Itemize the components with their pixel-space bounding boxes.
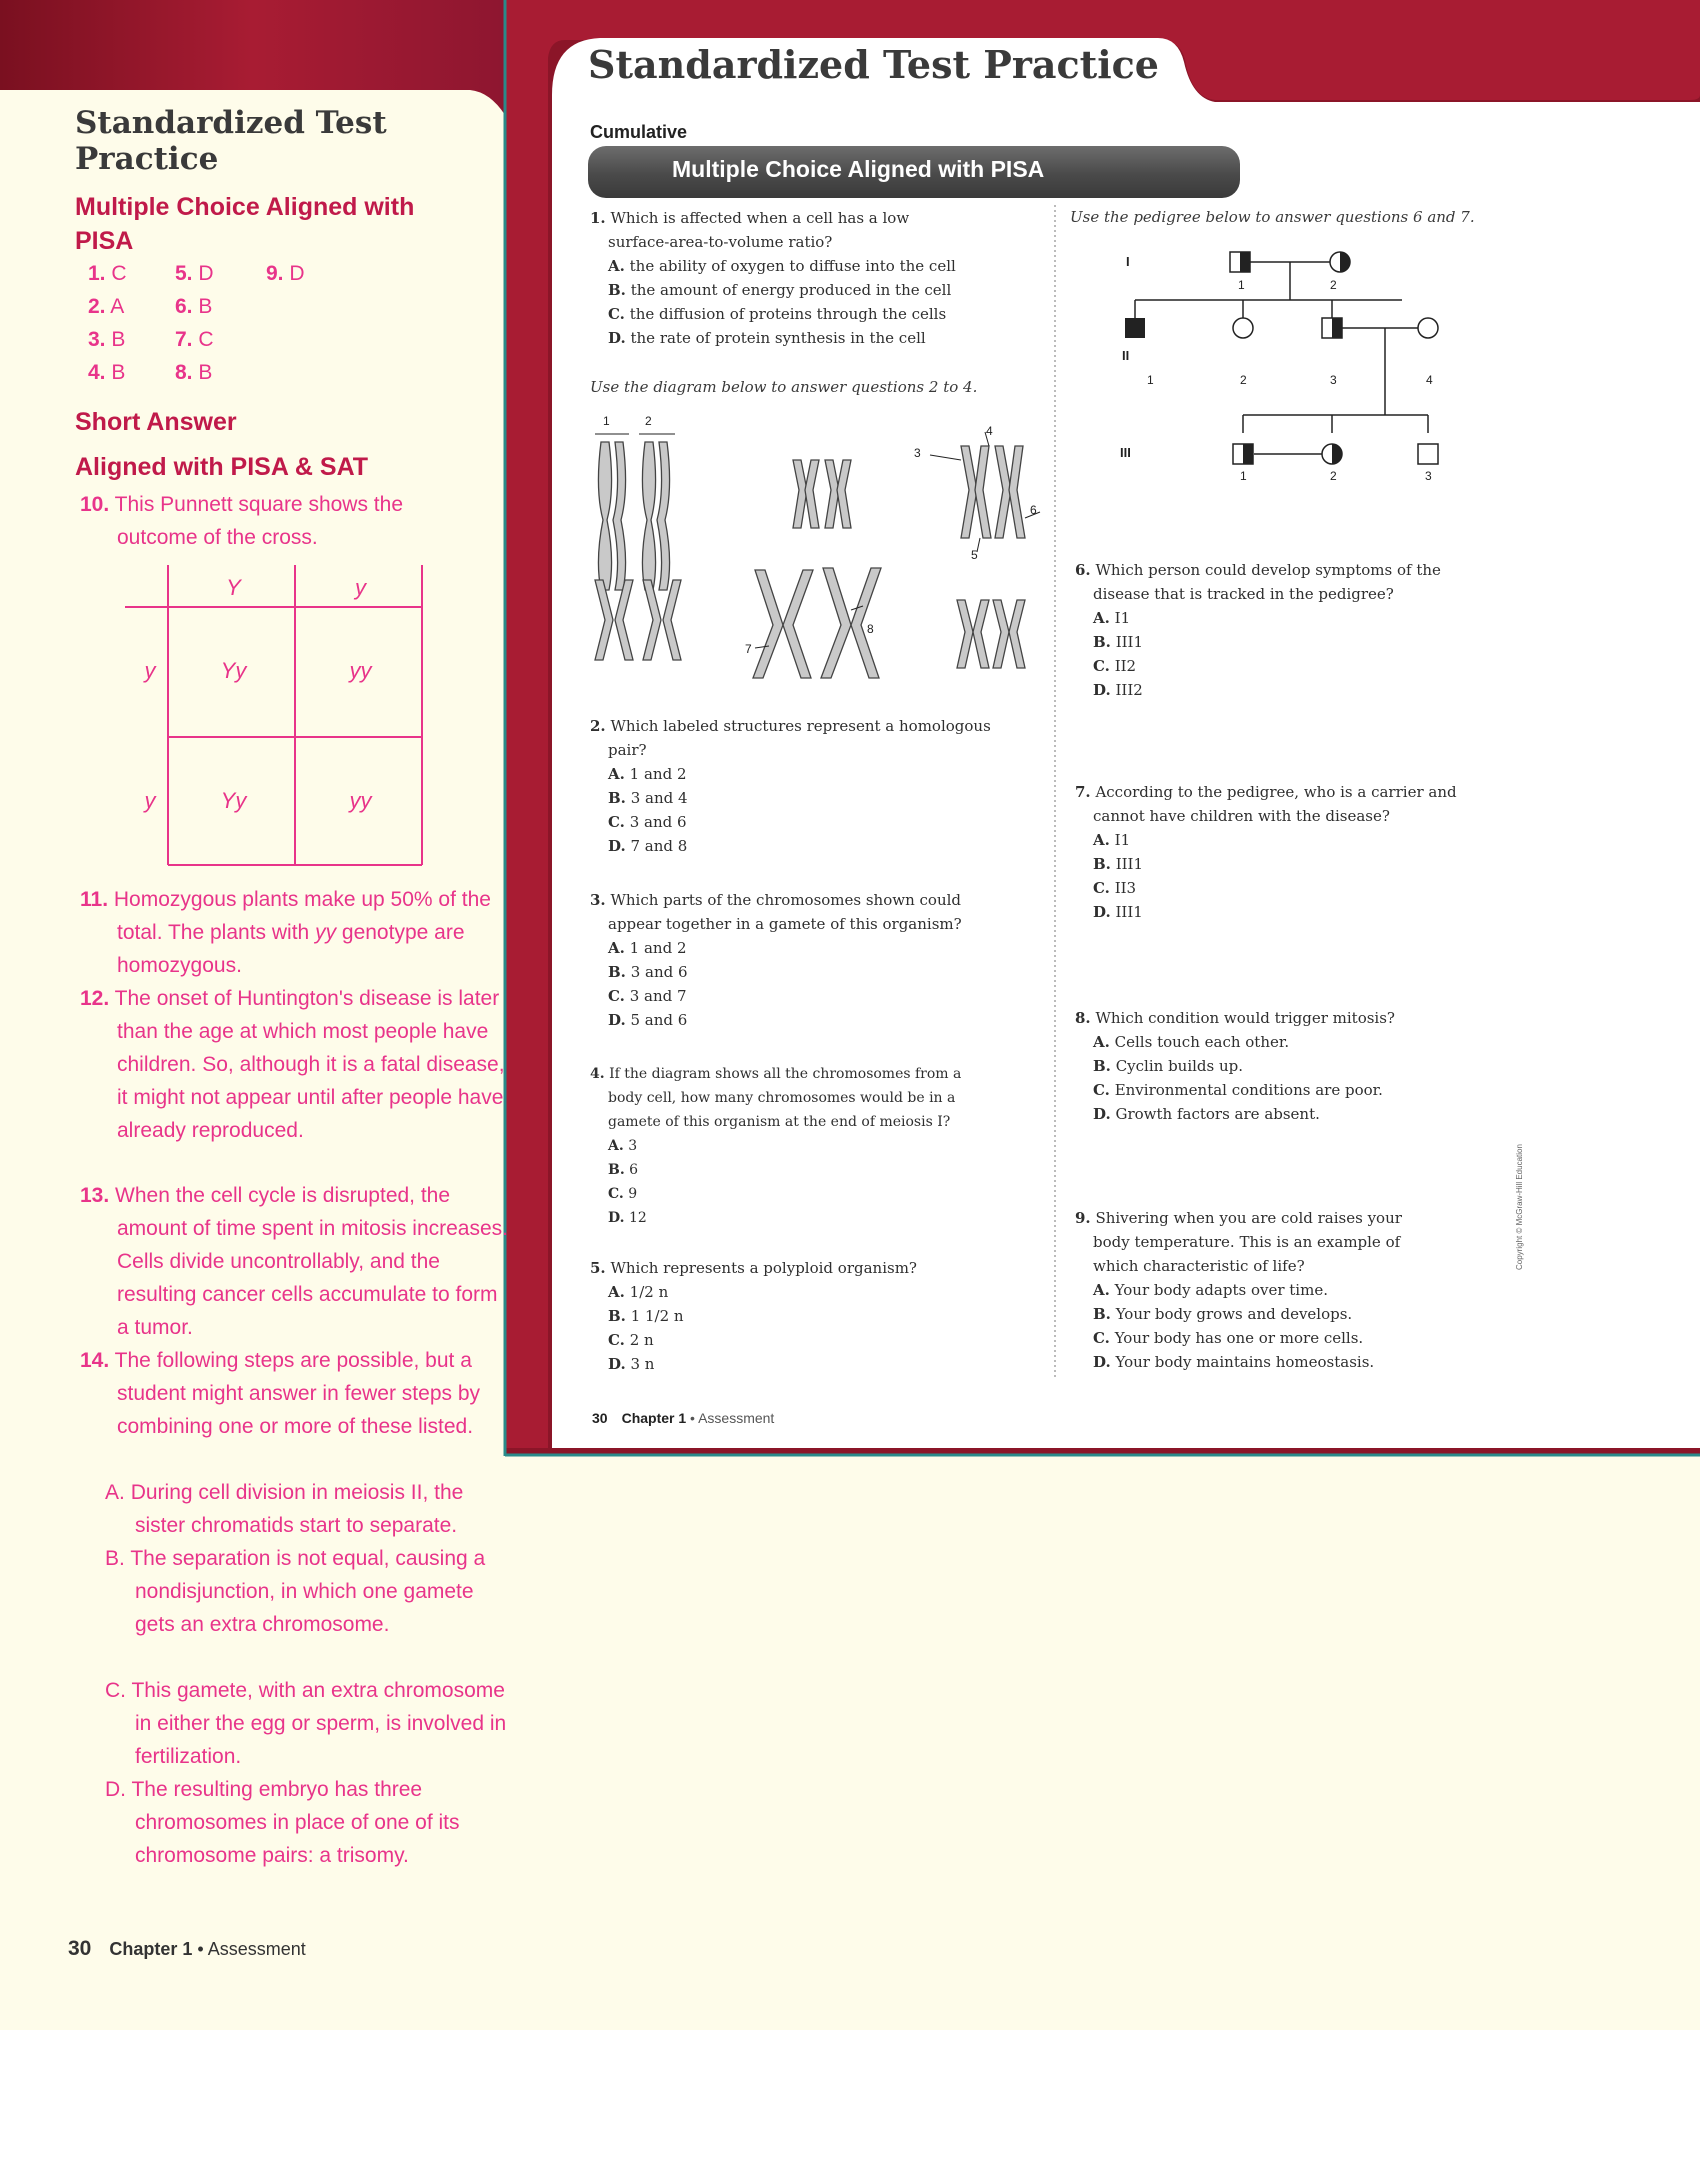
pedigree-chart — [1110, 240, 1490, 480]
chromosome-label-3: 3 — [914, 446, 921, 460]
chromosome-label-4: 4 — [986, 424, 993, 438]
q12-answer: 12. The onset of Huntington's disease is later than the age at which most people have children. So, although it is a fatal disease, it might not appear until after people have already reproduced. — [80, 987, 505, 1142]
mc-banner: Multiple Choice Aligned with PISA — [588, 146, 1240, 198]
question-1: 1. Which is affected when a cell has a low surface-area-to-volume ratio? A. the ability of oxygen to diffuse into the cell B. the amount of energy produced in the cell C. the diffusion of proteins through the cells D. the rate of protein synthesis in the cell — [590, 209, 956, 347]
q14-step-c: C. This gamete, with an extra chromosome in either the egg or sperm, is involved in fertilization. — [105, 1679, 507, 1768]
question-3: 3. Which parts of the chromosomes shown could appear together in a gamete of this organism? A. 1 and 2 B. 3 and 6 C. 3 and 7 D. 5 and 6 — [590, 891, 962, 1029]
question-7: 7. According to the pedigree, who is a carrier and cannot have children with the disease? A. I1 B. III1 C. II3 D. III1 — [1075, 783, 1457, 921]
q14-step-a: A. During cell division in meiosis II, the sister chromatids start to separate. — [105, 1481, 464, 1537]
question-9: 9. Shivering when you are cold raises your body temperature. This is an example of which characteristic of life? A. Your body adapts over time. B. Your body grows and develops. C. Your body has one or more cells. D. Your body maintains homeostasis. — [1075, 1209, 1402, 1371]
ped-I1: 1 — [1238, 278, 1245, 292]
answer-4: 4. B — [88, 361, 126, 384]
question-5: 5. Which represents a polyploid organism? A. 1/2 n B. 1 1/2 n C. 2 n D. 3 n — [590, 1259, 917, 1373]
punnett-row1: y — [144, 658, 156, 683]
chromosome-label-6: 6 — [1030, 503, 1037, 517]
short-answer-heading: Short Answer — [75, 408, 237, 436]
chromosome-label-5: 5 — [971, 548, 978, 562]
pedigree-note: Use the pedigree below to answer questions 6 and 7. — [1070, 208, 1475, 226]
answer-6: 6. B — [175, 295, 213, 318]
punnett-row2: y — [144, 788, 156, 813]
q14-step-b: B. The separation is not equal, causing a nondisjunction, in which one gamete gets an extra chromosome. — [105, 1547, 486, 1636]
punnett-cell-12: yy — [349, 658, 372, 683]
answer-7: 7. C — [175, 328, 214, 351]
q14-step-d: D. The resulting embryo has three chromosomes in place of one of its chromosome pairs: a trisomy. — [105, 1778, 460, 1867]
punnett-square — [120, 565, 430, 885]
punnett-col1: Y — [226, 575, 241, 600]
mc-heading: Multiple Choice Aligned with PISA — [75, 193, 415, 255]
pedigree-gen-1: I — [1126, 254, 1130, 269]
q14-answer: 14. The following steps are possible, but a student might answer in fewer steps by combining one or more of these listed. — [80, 1349, 481, 1438]
sidebar-title: Standardized Test Practice — [75, 105, 387, 177]
answer-5: 5. D — [175, 262, 214, 285]
punnett-cell-21: Yy — [220, 788, 247, 813]
pedigree-gen-2: II — [1122, 348, 1130, 363]
answer-2: 2. A — [88, 295, 125, 318]
answer-9: 9. D — [266, 262, 305, 285]
chromosome-label-2: 2 — [645, 414, 652, 428]
diagram-note: Use the diagram below to answer questions 2 to 4. — [590, 378, 978, 396]
question-6: 6. Which person could develop symptoms of the disease that is tracked in the pedigree? A. I1 B. III1 C. II2 D. III2 — [1075, 561, 1441, 699]
cumulative-label: Cumulative — [590, 122, 688, 142]
copyright-notice: Copyright © McGraw-Hill Education — [1515, 1144, 1524, 1270]
q13-answer: 13. When the cell cycle is disrupted, the amount of time spent in mitosis increases. Cells divide uncontrollably, and the resulting cancer cells accumulate to form a tumor. — [80, 1184, 509, 1339]
sidebar-banner — [0, 0, 505, 115]
q10-answer: 10. This Punnett square shows the outcome of the cross. — [80, 493, 404, 549]
ped-I2: 2 — [1330, 278, 1337, 292]
ped-II2: 2 — [1240, 373, 1247, 387]
ped-III1: 1 — [1240, 469, 1247, 483]
ped-III2: 2 — [1330, 469, 1337, 483]
sidebar-footer: 30 Chapter 1 • Assessment — [68, 1937, 306, 1960]
page-footer: 30 Chapter 1 • Assessment — [592, 1410, 775, 1426]
question-4: 4. If the diagram shows all the chromosomes from a body cell, how many chromosomes would be in a gamete of this organism at the end of meiosis I? A. 3 B. 6 C. 9 D. 12 — [590, 1066, 962, 1226]
punnett-cell-22: yy — [349, 788, 372, 813]
ped-II3: 3 — [1330, 373, 1337, 387]
answer-3: 3. B — [88, 328, 126, 351]
chromosome-label-7: 7 — [745, 642, 752, 656]
chromosome-label-8: 8 — [867, 622, 874, 636]
q11-answer: 11. Homozygous plants make up 50% of the total. The plants with yy genotype are homozygous. — [80, 888, 491, 977]
short-answer-subheading: Aligned with PISA & SAT — [75, 453, 369, 481]
question-8: 8. Which condition would trigger mitosis? A. Cells touch each other. B. Cyclin builds up. C. Environmental conditions are poor. D. Growth factors are absent. — [1075, 1009, 1395, 1123]
chromosome-label-1: 1 — [603, 414, 610, 428]
answer-1: 1. C — [88, 262, 127, 285]
pedigree-gen-3: III — [1120, 445, 1131, 460]
ped-II4: 4 — [1426, 373, 1433, 387]
answer-8: 8. B — [175, 361, 213, 384]
punnett-col2: y — [355, 575, 366, 600]
ped-III3: 3 — [1425, 469, 1432, 483]
ped-II1: 1 — [1147, 373, 1154, 387]
question-2: 2. Which labeled structures represent a homologous pair? A. 1 and 2 B. 3 and 4 C. 3 and 6 D. 7 and 8 — [590, 717, 991, 855]
page-title: Standardized Test Practice — [588, 42, 1159, 87]
punnett-cell-11: Yy — [220, 658, 247, 683]
